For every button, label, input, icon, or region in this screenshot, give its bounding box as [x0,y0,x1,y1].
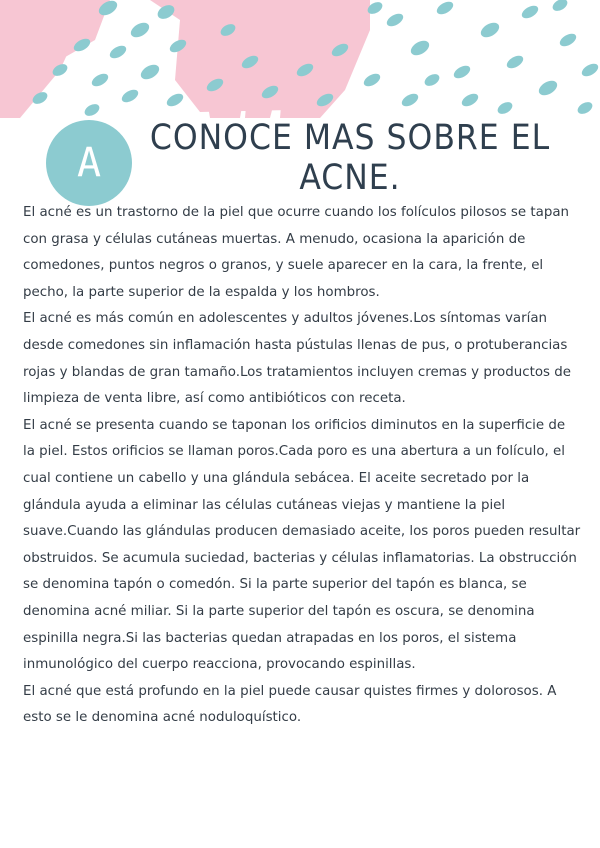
header-decoration [0,0,600,118]
paragraph: El acné que está profundo en la piel puede causar quistes firmes y dolorosos. A esto se le denomina acné noduloquístico. [23,683,557,726]
page-title: CONOCE MAS SOBRE EL ACNE. [149,118,551,198]
paragraph: El acné es un trastorno de la piel que ocurre cuando los folículos pilosos se tapan con grasa y células cutáneas muertas. A menudo, ocasiona la aparición de comedones, puntos negros o granos, y suele aparecer en la cara, la frente, el pecho, la parte superior de la espalda y los hombros. [23,205,570,300]
badge-letter: A [76,140,102,186]
paragraph: El acné se presenta cuando se taponan los orificios diminutos en la superficie de la piel. Estos orificios se llaman poros.Cada poro es una abertura a un folículo, el cual contiene un cabello y una glándula sebácea. El aceite secretado por la glándula ayuda a eliminar las células cutáneas viejas y mantiene la piel suave.Cuando las glándulas producen demasiado aceite, los poros pueden resultar obstruidos. Se acumula suciedad, bacterias y células inflamatorias. La obstrucción se denomina tapón o comedón. Si la parte superior del tapón es blanca, se denomina acné miliar. Si la parte superior del tapón es oscura, se denomina espinilla negra.Si las bacterias quedan atrapadas en los poros, el sistema inmunológico del cuerpo reacciona, provocando espinillas. [23,417,581,673]
paragraph: El acné es más común en adolescentes y adultos jóvenes.Los síntomas varían desde comedones sin inflamación hasta pústulas llenas de pus, o protuberancias rojas y blandas de gran tamaño.Los tratamientos incluyen cremas y productos de limpieza de venta libre, así como antibióticos con receta. [23,311,572,407]
letter-badge [46,120,132,206]
pink-brush-strokes [0,0,370,118]
article-body [23,200,581,732]
